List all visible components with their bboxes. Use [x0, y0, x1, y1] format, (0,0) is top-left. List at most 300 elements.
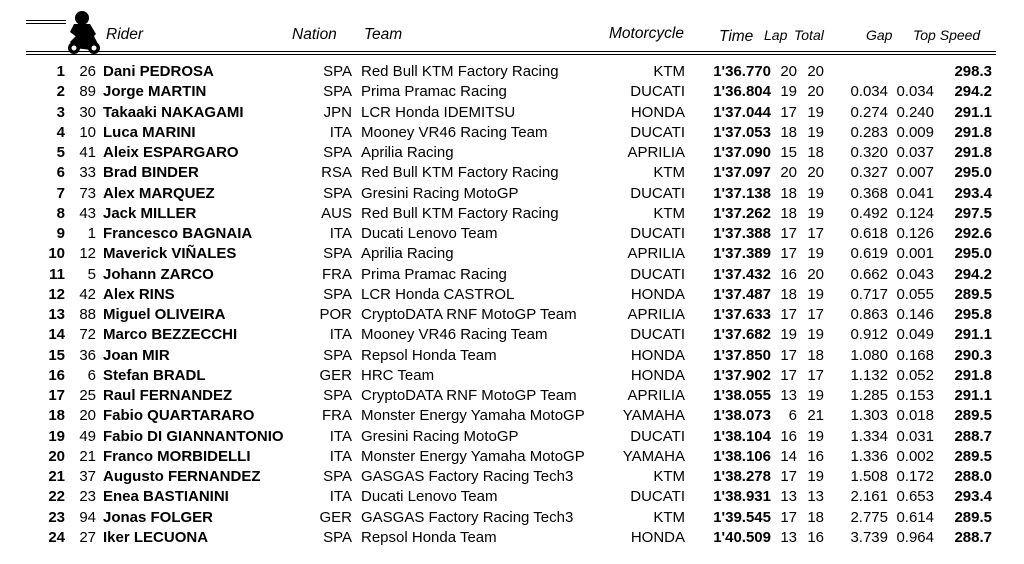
- team-name: Prima Pramac Racing: [361, 265, 507, 283]
- rider-number: 5: [87, 265, 96, 283]
- total-laps: 19: [807, 326, 824, 344]
- nation: SPA: [323, 346, 352, 364]
- rider-name: Johann ZARCO: [103, 265, 214, 283]
- position: 13: [48, 306, 65, 323]
- total-laps: 13: [807, 488, 824, 506]
- rider-number: 43: [79, 204, 96, 222]
- motorcycle: DUCATI: [630, 225, 685, 242]
- position: 12: [48, 285, 65, 303]
- top-speed: 289.5: [954, 447, 992, 465]
- rider-name: Luca MARINI: [103, 123, 196, 141]
- nation: ITA: [329, 326, 352, 344]
- lap-time: 1'38.278: [713, 468, 771, 485]
- top-speed: 288.7: [954, 427, 992, 445]
- rider-number: 21: [79, 447, 96, 465]
- rider-number: 36: [79, 346, 96, 364]
- best-lap: 17: [780, 103, 797, 121]
- total-laps: 21: [807, 407, 824, 425]
- table-row: [0, 386, 1024, 406]
- best-lap: 18: [780, 204, 797, 222]
- gap-first: 1.285: [850, 387, 888, 404]
- rider-number: 94: [79, 508, 96, 526]
- rider-name: Aleix ESPARGARO: [103, 144, 239, 161]
- team-name: Ducati Lenovo Team: [361, 488, 498, 506]
- lap-time: 1'38.106: [713, 447, 771, 465]
- lap-time: 1'37.044: [713, 103, 771, 121]
- rider-number: 33: [79, 164, 96, 182]
- table-row: [0, 305, 1024, 325]
- nation: SPA: [323, 63, 352, 80]
- position: 6: [56, 164, 65, 182]
- rider-name: Fabio QUARTARARO: [103, 407, 255, 425]
- table-row: [0, 366, 1024, 386]
- gap-previous: 0.041: [896, 184, 934, 202]
- team-name: Ducati Lenovo Team: [361, 225, 498, 242]
- nation: ITA: [329, 488, 352, 506]
- best-lap: 16: [780, 265, 797, 283]
- motorcycle: HONDA: [630, 285, 685, 303]
- lap-time: 1'37.902: [713, 366, 771, 384]
- rider-name: Stefan BRADL: [103, 366, 206, 384]
- rider-number: 73: [79, 184, 96, 202]
- table-row: [0, 62, 1024, 82]
- gap-previous: 0.007: [896, 164, 934, 182]
- rider-name: Miguel OLIVEIRA: [103, 306, 226, 323]
- total-laps: 17: [807, 306, 824, 323]
- table-row: [0, 467, 1024, 487]
- team-name: LCR Honda CASTROL: [361, 285, 515, 303]
- team-name: Red Bull KTM Factory Racing: [361, 63, 559, 80]
- best-lap: 15: [780, 144, 797, 161]
- position: 23: [48, 508, 65, 526]
- total-laps: 19: [807, 123, 824, 141]
- gap-first: 0.274: [850, 103, 888, 121]
- total-laps: 18: [807, 508, 824, 526]
- team-name: GASGAS Factory Racing Tech3: [361, 468, 574, 485]
- position: 15: [48, 346, 65, 364]
- nation: POR: [319, 306, 352, 323]
- gap-previous: 0.037: [896, 144, 934, 161]
- rider-number: 30: [79, 103, 96, 121]
- team-name: Monster Energy Yamaha MotoGP: [361, 407, 585, 425]
- nation: SPA: [323, 83, 352, 101]
- gap-first: 3.739: [850, 528, 888, 546]
- lap-time: 1'37.138: [713, 184, 771, 202]
- gap-first: 1.336: [850, 447, 888, 465]
- table-row: [0, 244, 1024, 264]
- header-gap: Gap: [866, 27, 893, 43]
- rider-number: 37: [79, 468, 96, 485]
- header-total: Total: [794, 27, 824, 43]
- rider-number: 6: [87, 366, 96, 384]
- position: 11: [49, 265, 65, 283]
- lap-time: 1'40.509: [713, 528, 771, 546]
- nation: ITA: [329, 427, 352, 445]
- position: 7: [56, 184, 65, 202]
- team-name: Mooney VR46 Racing Team: [361, 123, 548, 141]
- gap-previous: 0.043: [896, 265, 934, 283]
- best-lap: 17: [780, 366, 797, 384]
- gap-previous: 0.146: [896, 306, 934, 323]
- total-laps: 19: [807, 285, 824, 303]
- rider-name: Joan MIR: [103, 346, 170, 364]
- table-row: [0, 163, 1024, 183]
- top-speed: 298.3: [954, 63, 992, 80]
- header-rule-bottom: [26, 51, 996, 52]
- position: 17: [48, 387, 65, 404]
- nation: GER: [319, 508, 352, 526]
- team-name: Mooney VR46 Racing Team: [361, 326, 548, 344]
- gap-first: 0.662: [850, 265, 888, 283]
- nation: SPA: [323, 528, 352, 546]
- header-motorcycle: Motorcycle: [609, 25, 684, 42]
- gap-previous: 0.964: [896, 528, 934, 546]
- header-rule-bottom-2: [26, 54, 996, 55]
- gap-first: 0.863: [850, 306, 888, 323]
- gap-previous: 0.001: [896, 245, 934, 263]
- position: 24: [48, 528, 65, 546]
- motorcycle: DUCATI: [630, 427, 685, 445]
- table-row: [0, 528, 1024, 548]
- table-row: [0, 508, 1024, 528]
- lap-time: 1'37.090: [713, 144, 771, 161]
- gap-first: 0.619: [850, 245, 888, 263]
- best-lap: 17: [780, 306, 797, 323]
- rider-name: Brad BINDER: [103, 164, 199, 182]
- rider-name: Alex RINS: [103, 285, 175, 303]
- best-lap: 17: [780, 346, 797, 364]
- total-laps: 19: [807, 245, 824, 263]
- position: 20: [48, 447, 65, 465]
- table-row: [0, 184, 1024, 204]
- gap-first: 2.775: [850, 508, 888, 526]
- rider-number: 72: [79, 326, 96, 344]
- table-row: [0, 265, 1024, 285]
- rider-number: 23: [79, 488, 96, 506]
- top-speed: 291.1: [954, 387, 992, 404]
- total-laps: 17: [807, 225, 824, 242]
- position: 3: [56, 103, 65, 121]
- gap-previous: 0.240: [896, 103, 934, 121]
- header-nation: Nation: [292, 26, 337, 43]
- gap-first: 0.492: [850, 204, 888, 222]
- nation: SPA: [323, 184, 352, 202]
- top-speed: 291.1: [954, 326, 992, 344]
- top-speed: 289.5: [954, 508, 992, 526]
- total-laps: 20: [807, 63, 824, 80]
- gap-previous: 0.124: [896, 204, 934, 222]
- gap-first: 1.132: [850, 366, 888, 384]
- motorcycle: DUCATI: [630, 123, 685, 141]
- top-speed: 295.0: [954, 164, 992, 182]
- top-speed: 293.4: [954, 184, 992, 202]
- gap-previous: 0.002: [896, 447, 934, 465]
- best-lap: 17: [780, 468, 797, 485]
- lap-time: 1'37.432: [713, 265, 771, 283]
- nation: ITA: [329, 225, 352, 242]
- top-speed: 288.0: [954, 468, 992, 485]
- position: 19: [48, 427, 65, 445]
- nation: AUS: [321, 204, 352, 222]
- gap-previous: 0.052: [896, 366, 934, 384]
- table-row: [0, 406, 1024, 426]
- gap-previous: 0.153: [896, 387, 934, 404]
- best-lap: 18: [780, 285, 797, 303]
- table-row: [0, 325, 1024, 345]
- total-laps: 20: [807, 265, 824, 283]
- gap-first: 0.034: [850, 83, 888, 101]
- rider-name: Jorge MARTIN: [103, 83, 207, 101]
- motorcycle: HONDA: [630, 366, 685, 384]
- gap-previous: 0.009: [896, 123, 934, 141]
- team-name: CryptoDATA RNF MotoGP Team: [361, 306, 577, 323]
- gap-first: 0.717: [850, 285, 888, 303]
- top-speed: 293.4: [954, 488, 992, 506]
- top-speed: 297.5: [954, 204, 992, 222]
- top-speed: 291.1: [954, 103, 992, 121]
- header-lap: Lap: [764, 27, 788, 43]
- nation: FRA: [322, 265, 352, 283]
- position: 10: [48, 245, 65, 263]
- gap-first: 0.283: [850, 123, 888, 141]
- motorcycle: HONDA: [630, 103, 685, 121]
- motorcycle: DUCATI: [630, 488, 685, 506]
- motorcycle: APRILIA: [627, 144, 685, 161]
- total-laps: 16: [807, 447, 824, 465]
- rider-number: 27: [79, 528, 96, 546]
- motorcycle: DUCATI: [630, 265, 685, 283]
- gap-first: 1.334: [850, 427, 888, 445]
- team-name: Prima Pramac Racing: [361, 83, 507, 101]
- nation: JPN: [323, 103, 352, 121]
- team-name: HRC Team: [361, 366, 435, 384]
- gap-first: 1.508: [850, 468, 888, 485]
- rider-name: Takaaki NAKAGAMI: [103, 103, 244, 121]
- rider-number: 12: [79, 245, 96, 263]
- gap-previous: 0.614: [896, 508, 934, 526]
- motorcycle: YAMAHA: [622, 447, 685, 465]
- table-row: [0, 82, 1024, 102]
- best-lap: 19: [780, 326, 797, 344]
- gap-first: 0.618: [850, 225, 888, 242]
- table-row: [0, 103, 1024, 123]
- motorcycle: HONDA: [630, 528, 685, 546]
- top-speed: 294.2: [954, 265, 992, 283]
- nation: SPA: [323, 387, 352, 404]
- nation: SPA: [323, 144, 352, 161]
- table-row: [0, 487, 1024, 507]
- rider-number: 26: [79, 63, 96, 80]
- position: 8: [56, 204, 65, 222]
- rider-number: 89: [79, 83, 96, 101]
- lap-time: 1'36.804: [713, 83, 771, 101]
- top-speed: 289.5: [954, 285, 992, 303]
- team-name: Repsol Honda Team: [361, 528, 497, 546]
- total-laps: 19: [807, 103, 824, 121]
- motorcycle: DUCATI: [630, 83, 685, 101]
- position: 4: [56, 123, 65, 141]
- rider-name: Augusto FERNANDEZ: [103, 468, 261, 485]
- lap-time: 1'36.770: [713, 63, 771, 80]
- top-speed: 289.5: [954, 407, 992, 425]
- rider-name: Francesco BAGNAIA: [103, 225, 253, 242]
- best-lap: 19: [780, 83, 797, 101]
- top-speed: 290.3: [954, 346, 992, 364]
- table-row: [0, 123, 1024, 143]
- lap-time: 1'37.262: [713, 204, 771, 222]
- lap-time: 1'38.931: [713, 488, 771, 506]
- top-speed: 291.8: [954, 123, 992, 141]
- position: 18: [48, 407, 65, 425]
- best-lap: 20: [780, 63, 797, 80]
- total-laps: 18: [807, 144, 824, 161]
- motorcycle: APRILIA: [627, 245, 685, 263]
- header-time: Time: [719, 28, 754, 45]
- gap-first: 1.303: [850, 407, 888, 425]
- best-lap: 14: [780, 447, 797, 465]
- rider-number: 10: [79, 123, 96, 141]
- header-team: Team: [364, 26, 403, 43]
- best-lap: 17: [780, 245, 797, 263]
- best-lap: 17: [780, 508, 797, 526]
- motorcycle: DUCATI: [630, 184, 685, 202]
- gap-first: 2.161: [850, 488, 888, 506]
- position: 1: [56, 63, 65, 80]
- gap-first: 0.327: [850, 164, 888, 182]
- lap-time: 1'37.682: [713, 326, 771, 344]
- motorcycle-rider-icon: [60, 10, 106, 56]
- team-name: Repsol Honda Team: [361, 346, 497, 364]
- rider-number: 1: [87, 225, 96, 242]
- gap-previous: 0.055: [896, 285, 934, 303]
- nation: ITA: [329, 123, 352, 141]
- gap-previous: 0.126: [896, 225, 934, 242]
- nation: ITA: [329, 447, 352, 465]
- total-laps: 19: [807, 387, 824, 404]
- position: 16: [48, 366, 65, 384]
- total-laps: 19: [807, 184, 824, 202]
- best-lap: 13: [780, 387, 797, 404]
- top-speed: 291.8: [954, 144, 992, 161]
- table-row: [0, 447, 1024, 467]
- rider-number: 25: [79, 387, 96, 404]
- rider-number: 20: [79, 407, 96, 425]
- rider-name: Iker LECUONA: [103, 528, 209, 546]
- total-laps: 17: [807, 366, 824, 384]
- nation: RSA: [321, 164, 352, 182]
- rider-name: Franco MORBIDELLI: [103, 447, 251, 465]
- best-lap: 18: [780, 184, 797, 202]
- table-row: [0, 204, 1024, 224]
- rider-number: 88: [79, 306, 96, 323]
- rider-number: 42: [79, 285, 96, 303]
- nation: GER: [319, 366, 352, 384]
- top-speed: 295.8: [954, 306, 992, 323]
- table-row: [0, 224, 1024, 244]
- best-lap: 18: [780, 123, 797, 141]
- best-lap: 16: [780, 427, 797, 445]
- motorcycle: YAMAHA: [622, 407, 685, 425]
- total-laps: 19: [807, 468, 824, 485]
- team-name: LCR Honda IDEMITSU: [361, 103, 516, 121]
- gap-previous: 0.034: [896, 83, 934, 101]
- nation: FRA: [322, 407, 352, 425]
- total-laps: 18: [807, 346, 824, 364]
- team-name: Monster Energy Yamaha MotoGP: [361, 447, 585, 465]
- rider-name: Maverick VIÑALES: [103, 245, 237, 263]
- rider-name: Raul FERNANDEZ: [103, 387, 233, 404]
- total-laps: 20: [807, 164, 824, 182]
- rider-name: Fabio DI GIANNANTONIO: [103, 427, 284, 445]
- team-name: CryptoDATA RNF MotoGP Team: [361, 387, 577, 404]
- team-name: Gresini Racing MotoGP: [361, 427, 519, 445]
- best-lap: 20: [780, 164, 797, 182]
- total-laps: 20: [807, 83, 824, 101]
- motorcycle: KTM: [653, 204, 685, 222]
- lap-time: 1'38.104: [713, 427, 771, 445]
- top-speed: 288.7: [954, 528, 992, 546]
- motorcycle: DUCATI: [630, 326, 685, 344]
- top-speed: 291.8: [954, 366, 992, 384]
- gap-previous: 0.653: [896, 488, 934, 506]
- lap-time: 1'37.389: [713, 245, 771, 263]
- nation: SPA: [323, 285, 352, 303]
- rider-name: Alex MARQUEZ: [103, 184, 215, 202]
- table-row: [0, 427, 1024, 447]
- position: 21: [48, 468, 65, 485]
- header-rider: Rider: [106, 26, 144, 43]
- table-row: [0, 285, 1024, 305]
- position: 22: [48, 488, 65, 506]
- rider-name: Jonas FOLGER: [103, 508, 214, 526]
- gap-first: 0.912: [850, 326, 888, 344]
- top-speed: 294.2: [954, 83, 992, 101]
- nation: SPA: [323, 245, 352, 263]
- lap-time: 1'37.388: [713, 225, 771, 242]
- lap-time: 1'37.053: [713, 123, 771, 141]
- motorcycle: KTM: [653, 63, 685, 80]
- motorcycle: APRILIA: [627, 387, 685, 404]
- table-row: [0, 346, 1024, 366]
- lap-time: 1'38.073: [713, 407, 771, 425]
- motorcycle: HONDA: [630, 346, 685, 364]
- team-name: Red Bull KTM Factory Racing: [361, 204, 559, 222]
- motorcycle: KTM: [653, 508, 685, 526]
- lap-time: 1'37.487: [713, 285, 771, 303]
- lap-time: 1'39.545: [713, 508, 771, 526]
- rider-name: Dani PEDROSA: [103, 63, 214, 80]
- best-lap: 13: [780, 488, 797, 506]
- best-lap: 6: [788, 407, 797, 425]
- total-laps: 19: [807, 427, 824, 445]
- rider-number: 49: [79, 427, 96, 445]
- position: 14: [48, 326, 65, 344]
- team-name: Aprilia Racing: [361, 245, 454, 263]
- rider-name: Jack MILLER: [103, 204, 197, 222]
- lap-time: 1'37.633: [713, 306, 771, 323]
- lap-time: 1'38.055: [713, 387, 771, 404]
- gap-first: 0.368: [850, 184, 888, 202]
- position: 9: [56, 225, 65, 242]
- team-name: Aprilia Racing: [361, 144, 454, 161]
- motorcycle: APRILIA: [627, 306, 685, 323]
- position: 5: [56, 144, 65, 161]
- table-row: [0, 143, 1024, 163]
- best-lap: 13: [780, 528, 797, 546]
- team-name: GASGAS Factory Racing Tech3: [361, 508, 574, 526]
- rider-number: 41: [79, 144, 96, 161]
- position: 2: [56, 83, 65, 101]
